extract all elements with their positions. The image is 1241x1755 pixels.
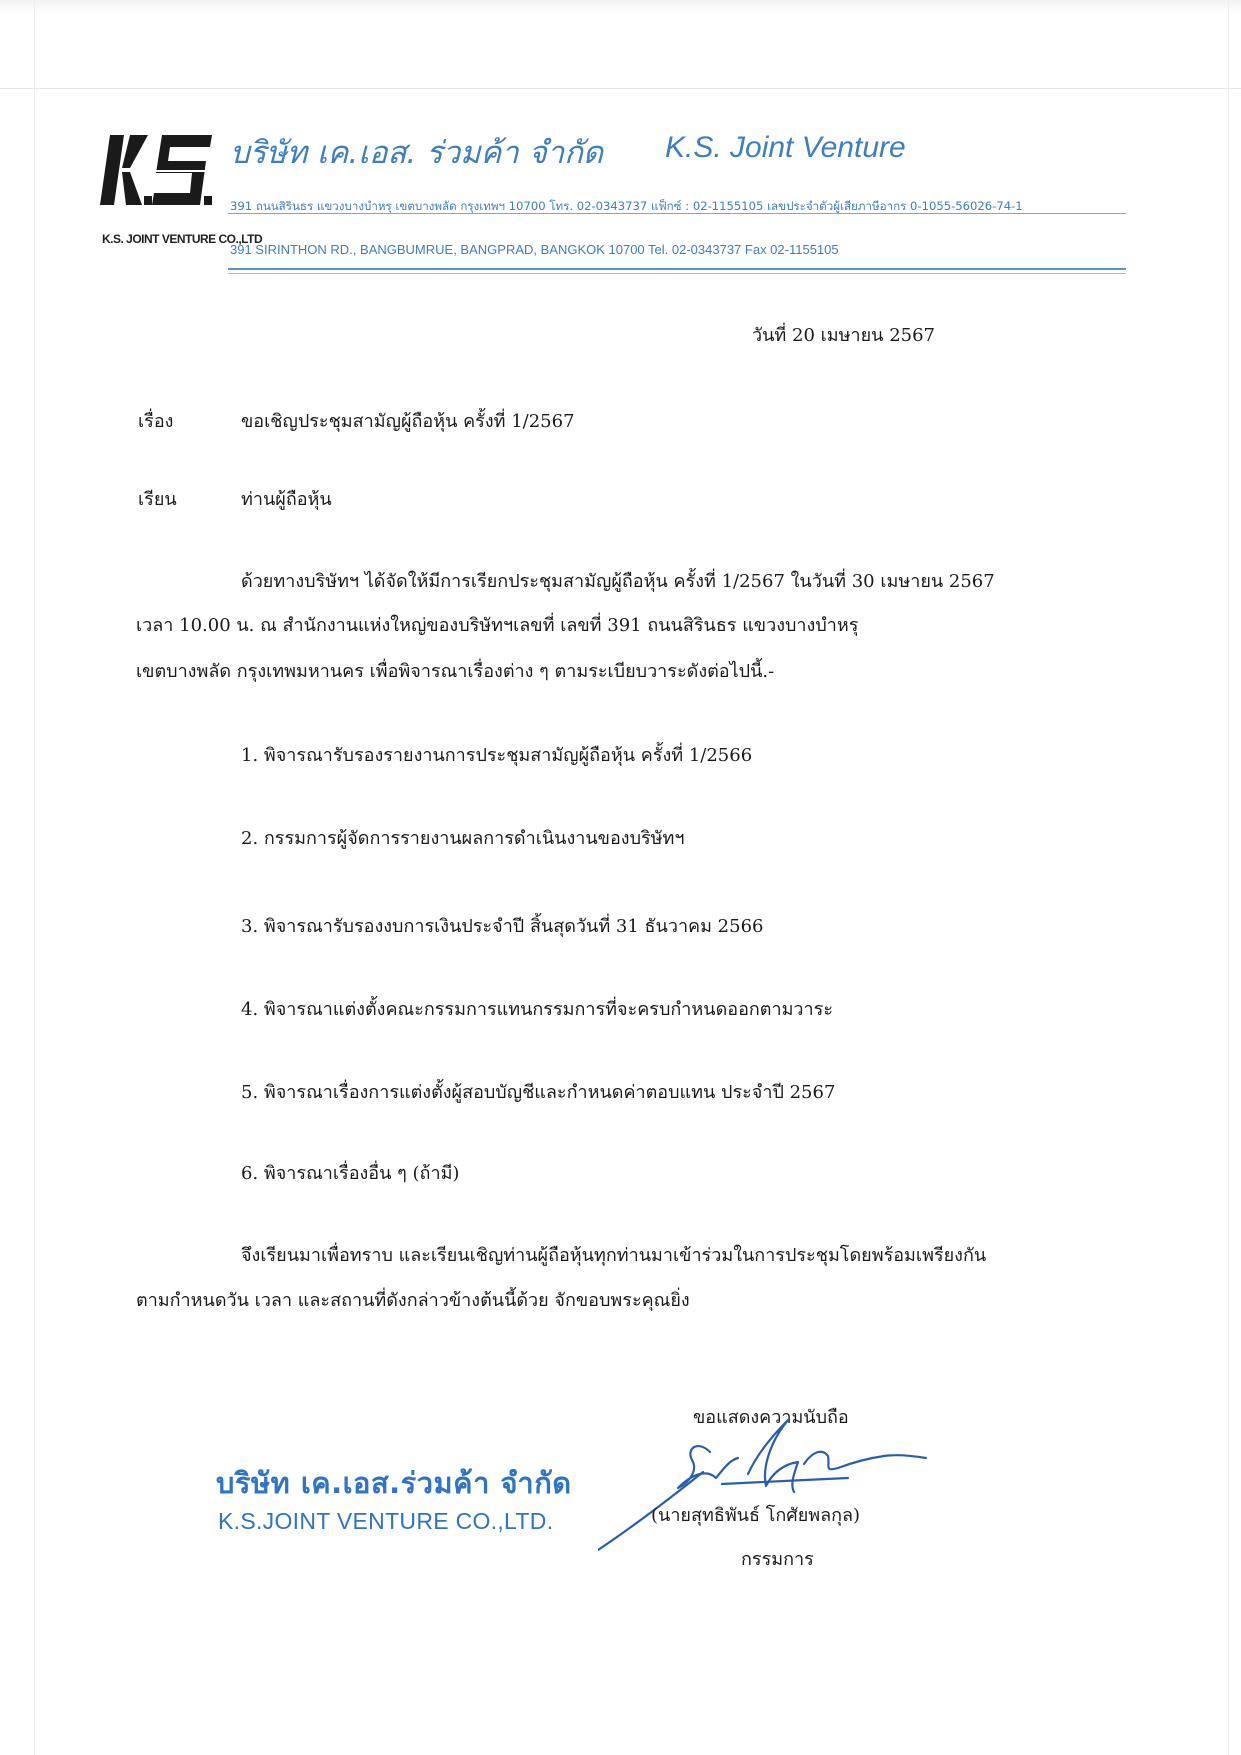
scan-right-edge — [1228, 0, 1229, 1755]
company-name-thai: บริษัท เค.เอส. ร่วมค้า จำกัด — [230, 135, 604, 171]
scan-left-edge — [34, 0, 35, 1755]
subject-text: ขอเชิญประชุมสามัญผู้ถือหุ้น ครั้งที่ 1/2567 — [241, 411, 575, 432]
letterhead-rule — [228, 213, 1126, 214]
agenda-item: 3. พิจารณารับรองงบการเงินประจำปี สิ้นสุดวันที่ 31 ธันวาคม 2566 — [241, 916, 764, 937]
address-thai: 391 ถนนสิรินธร แขวงบางบำหรุ เขตบางพลัด กรุงเทพฯ 10700 โทร. 02-0343737 แฟ็กซ์ : 02-1155105 เลขประจำตัวผู้เสียภาษีอากร 0-1055-56026-74-1 — [230, 199, 1023, 213]
logo-caption: K.S. JOINT VENTURE CO.,LTD — [102, 232, 263, 246]
handwritten-signature — [598, 1412, 933, 1557]
letter-date: วันที่ 20 เมษายน 2567 — [752, 325, 935, 346]
regards-text: ขอแสดงความนับถือ — [693, 1407, 849, 1428]
scan-top-edge — [0, 0, 1241, 14]
closing-line: จึงเรียนมาเพื่อทราบ และเรียนเชิญท่านผู้ถือหุ้นทุกท่านมาเข้าร่วมในการประชุมโดยพร้อมเพรียงกัน — [241, 1245, 987, 1266]
address-english: 391 SIRINTHON RD., BANGBUMRUE, BANGPRAD, BANGKOK 10700 Tel. 02-0343737 Fax 02-1155105 — [230, 242, 839, 257]
intro-line: เวลา 10.00 น. ณ สำนักงานแห่งใหญ่ของบริษัทฯเลขที่ เลขที่ 391 ถนนสิรินธร แขวงบางบำหรุ — [136, 615, 859, 636]
intro-line: ด้วยทางบริษัทฯ ได้จัดให้มีการเรียกประชุมสามัญผู้ถือหุ้น ครั้งที่ 1/2567 ในวันที่ 30 เมษายน 2567 — [241, 571, 995, 592]
recipient-label: เรียน — [138, 489, 177, 510]
company-logo — [100, 130, 216, 210]
stamp-name-english: K.S.JOINT VENTURE CO.,LTD. — [218, 1508, 554, 1534]
closing-line: ตามกำหนดวัน เวลา และสถานที่ดังกล่าวข้างต้นนี้ด้วย จักขอบพระคุณยิ่ง — [136, 1290, 690, 1311]
company-name-english: K.S. Joint Venture — [665, 131, 906, 164]
agenda-item: 2. กรรมการผู้จัดการรายงานผลการดำเนินงานของบริษัทฯ — [241, 828, 685, 849]
stamp-name-thai: บริษัท เค.เอส.ร่วมค้า จำกัด — [216, 1466, 572, 1500]
agenda-item: 6. พิจารณาเรื่องอื่น ๆ (ถ้ามี) — [241, 1163, 460, 1184]
scan-line — [0, 88, 1241, 89]
agenda-item: 5. พิจารณาเรื่องการแต่งตั้งผู้สอบบัญชีและกำหนดค่าตอบแทน ประจำปี 2567 — [241, 1082, 836, 1103]
recipient-text: ท่านผู้ถือหุ้น — [241, 489, 332, 510]
signer-name: (นายสุทธิพันธ์ โกศัยพลกุล) — [651, 1505, 861, 1526]
subject-label: เรื่อง — [138, 411, 174, 432]
signer-title: กรรมการ — [741, 1549, 814, 1570]
agenda-item: 4. พิจารณาแต่งตั้งคณะกรรมการแทนกรรมการที่จะครบกำหนดออกตามวาระ — [241, 999, 833, 1020]
agenda-item: 1. พิจารณารับรองรายงานการประชุมสามัญผู้ถือหุ้น ครั้งที่ 1/2566 — [241, 745, 753, 766]
intro-line: เขตบางพลัด กรุงเทพมหานคร เพื่อพิจารณาเรื่องต่าง ๆ ตามระเบียบวาระดังต่อไปนี้.- — [136, 661, 775, 682]
letterhead-double-rule-thin — [228, 273, 1126, 274]
letterhead-double-rule — [228, 268, 1126, 270]
